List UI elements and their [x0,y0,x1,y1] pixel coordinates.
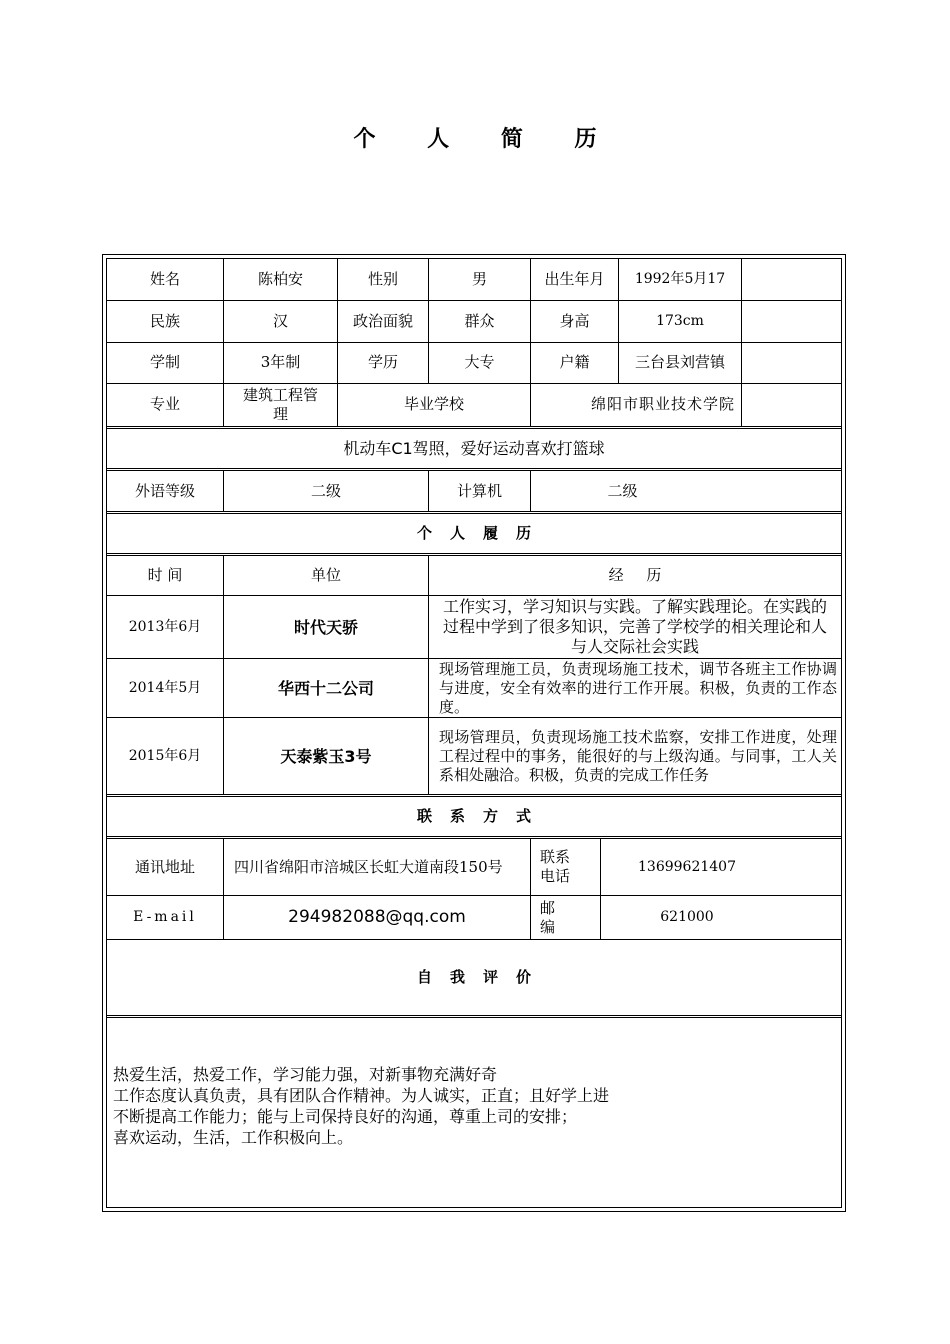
birth-value: 1992年5月17 [618,258,741,300]
self-eval-body [113,1064,833,1148]
history-exp-1: 工作实习，学习知识与实践。了解实践理论。在实践的过程中学到了很多知识，完善了学校学的相关理论和人与人交际社会实践 [428,596,841,658]
degree-label: 学历 [337,342,428,383]
history-exp-2: 现场管理施工员，负责现场施工技术，调节各班主工作协调与进度，安全有效率的进行工作开展。积极，负责的工作态度。 [428,659,841,717]
history-unit-2: 华西十二公司 [223,659,428,717]
extra-info: 机动车C1驾照，爱好运动喜欢打篮球 [343,439,605,458]
gender-label: 性别 [337,258,428,300]
history-exp-3: 现场管理员，负责现场施工技术监察，安排工作进度，处理工程过程中的事务，能很好的与上级沟通。与同事，工人关系相处融洽。积极，负责的完成工作任务 [428,718,841,794]
foreign-label: 外语等级 [134,481,195,500]
political-label: 政治面貌 [337,300,428,342]
political-value: 群众 [428,300,530,342]
height-label: 身高 [530,300,618,342]
gender-value: 男 [428,258,530,300]
degree-value: 大专 [428,342,530,383]
height-value: 173cm [618,300,741,342]
col-time: 时 间 [147,566,183,584]
birth-label: 出生年月 [530,258,618,300]
history-time-1: 2013年6月 [128,618,202,635]
school-value: 绵阳市职业技术学院 [530,383,741,426]
major-value: 建筑工程管理 [223,383,337,426]
hukou-value: 三台县刘营镇 [618,342,741,383]
contact-heading: 联系方式 [416,807,549,825]
resume-title: 个 人 简 历 [353,126,619,152]
email-value: 294982088@qq.com [223,896,530,939]
col-exp: 经 历 [428,556,841,595]
school-label: 毕业学校 [337,383,530,426]
name-label: 姓名 [149,269,180,288]
ethnic-value: 汉 [223,300,337,342]
computer-value: 二级 [530,471,714,511]
foreign-value: 二级 [223,471,428,511]
self-eval-heading: 自我评价 [416,968,549,986]
major-label: 专业 [149,395,180,413]
history-unit-1: 时代天骄 [223,596,428,658]
address-value: 四川省绵阳市涪城区长虹大道南段150号 [223,839,530,895]
ethnic-label: 民族 [149,311,180,330]
zip-value: 621000 [600,896,773,939]
hukou-label: 户籍 [530,342,618,383]
phone-value: 13699621407 [600,839,773,895]
zip-label: 邮编 [530,896,600,939]
phone-label: 联系电话 [530,839,600,895]
self-eval-line-3: 不断提高工作能力；能与上司保持良好的沟通，尊重上司的安排； [113,1107,578,1126]
name-value: 陈柏安 [223,258,337,300]
history-unit-3: 天泰紫玉3号 [223,718,428,794]
self-eval-line-4: 喜欢运动，生活，工作积极向上。 [113,1128,354,1147]
history-heading: 个人履历 [416,524,549,542]
address-label: 通讯地址 [134,857,195,876]
email-label: E-mail [133,909,197,925]
self-eval-line-2: 工作态度认真负责，具有团队合作精神。为人诚实，正直；且好学上进 [113,1086,610,1105]
computer-label: 计算机 [428,471,530,511]
self-eval-line-1: 热爱生活，热爱工作，学习能力强，对新事物充满好奇 [113,1065,498,1084]
length-label: 学制 [149,353,180,371]
history-time-3: 2015年6月 [128,747,202,764]
history-time-2: 2014年5月 [128,679,202,696]
length-value: 3年制 [223,342,337,383]
col-unit: 单位 [223,556,428,595]
